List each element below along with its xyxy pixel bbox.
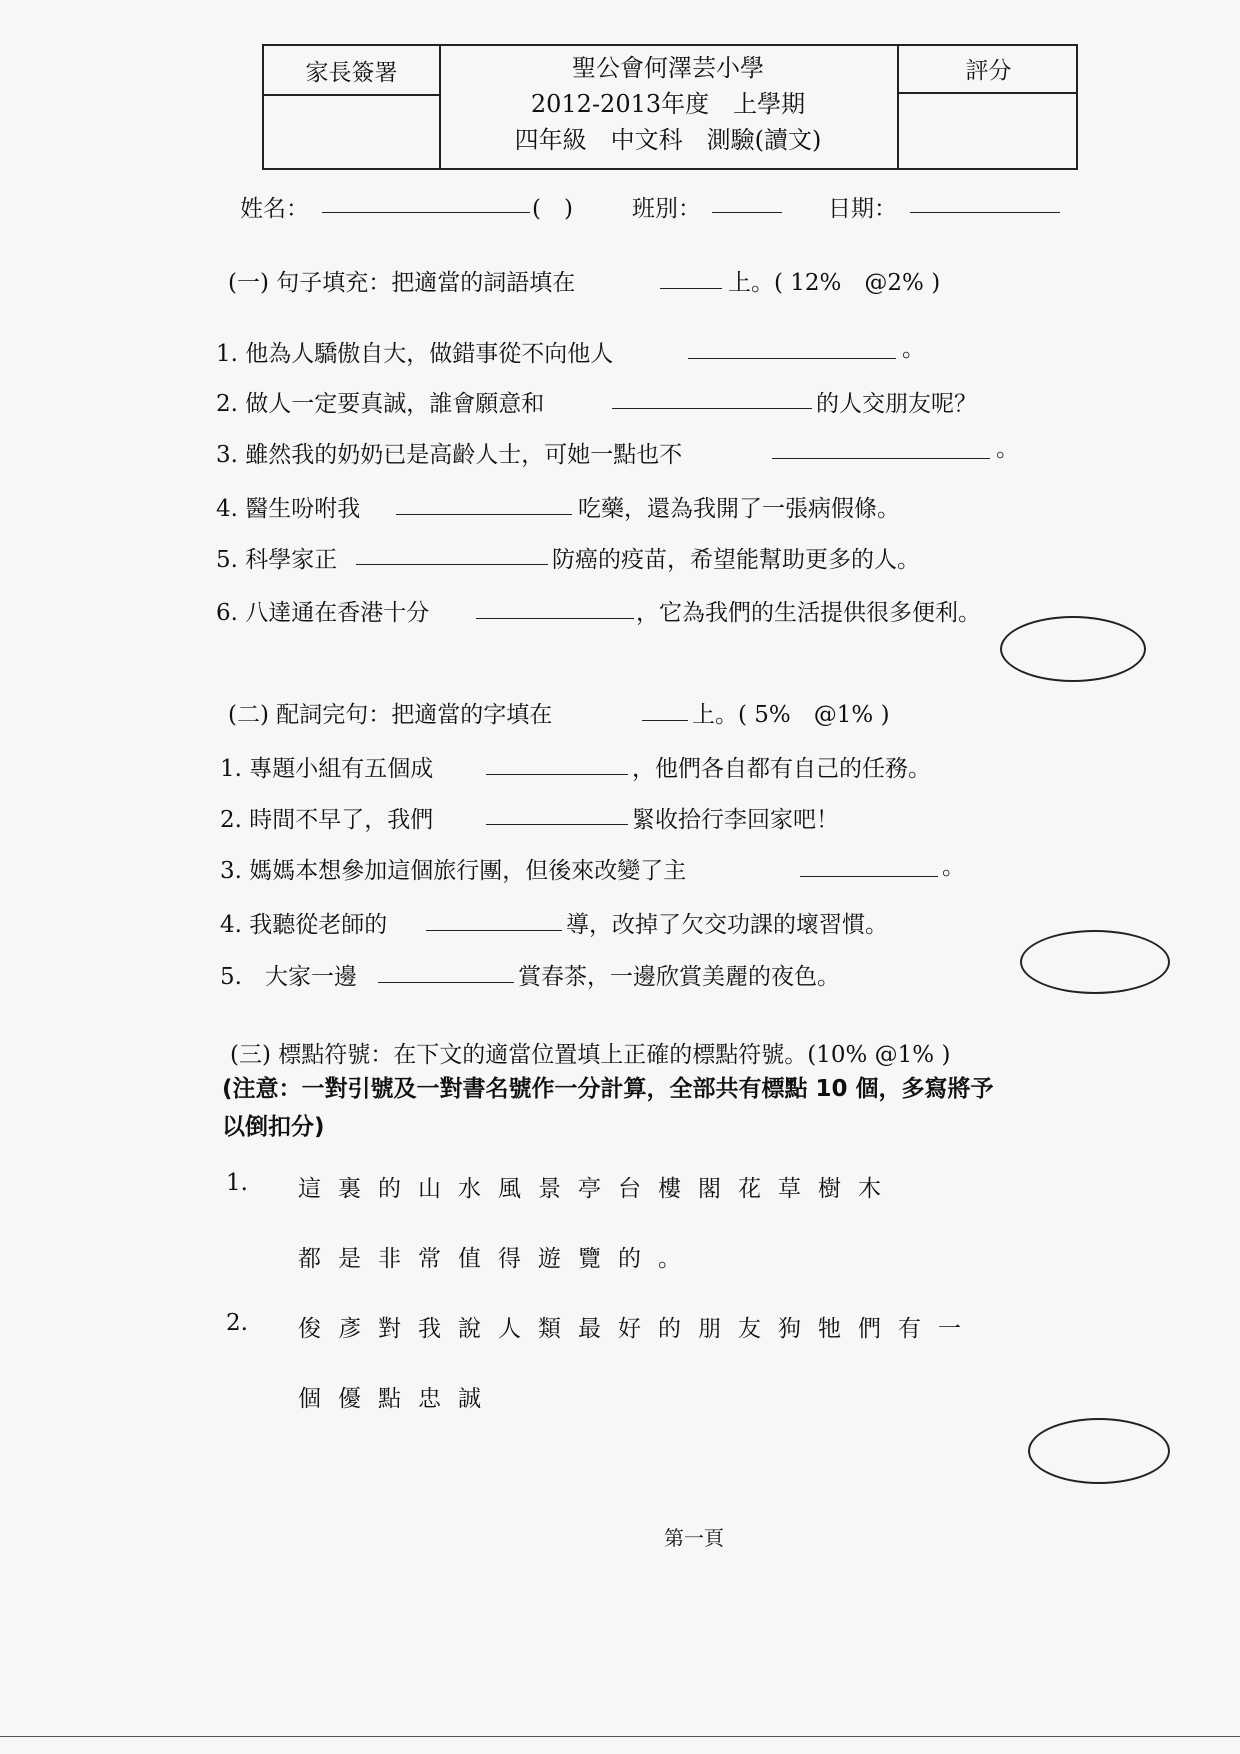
- s2-q5-blank[interactable]: [378, 982, 514, 983]
- s2-q1-text: 1. 專題小組有五個成: [220, 756, 434, 782]
- s2-q1-end: ，他們各自都有自己的任務。: [632, 756, 931, 782]
- s2-q3-blank[interactable]: [800, 876, 938, 877]
- class-blank[interactable]: [712, 212, 782, 213]
- s3-q2-line1: 俊彥對我說人類最好的朋友狗牠們有一: [298, 1316, 978, 1342]
- s2-q2-blank[interactable]: [486, 824, 628, 825]
- section2-title-part1: (二) 配詞完句：把適當的字填在: [228, 702, 553, 728]
- test-subject: 四年級 中文科 測驗(讀文): [514, 126, 822, 154]
- s3-q1-number: 1.: [226, 1170, 248, 1196]
- class-label: 班別：: [632, 196, 701, 222]
- section3-title: (三) 標點符號：在下文的適當位置填上正確的標點符號。(10% @1% ): [230, 1042, 951, 1068]
- s1-q5-text: 5. 科學家正: [216, 547, 338, 573]
- parent-sign-cell: [264, 46, 441, 168]
- s1-q3-end: 。: [996, 436, 1019, 462]
- section3-note-line1: (注意：一對引號及一對書名號作一分計算，全部共有標點 10 個，多寫將予: [222, 1076, 994, 1102]
- s1-q6-end: ，它為我們的生活提供很多便利。: [636, 600, 981, 626]
- s1-q6-text: 6. 八達通在香港十分: [216, 600, 430, 626]
- section1-title-part2: 上。( 12% @2% ): [728, 270, 941, 296]
- s1-q6-blank[interactable]: [476, 618, 634, 619]
- s1-q1-text: 1. 他為人驕傲自大，做錯事從不向他人: [216, 341, 614, 367]
- title-cell: [441, 46, 895, 168]
- section2-score-oval: [1020, 930, 1170, 994]
- page-number: 第一頁: [664, 1526, 724, 1550]
- s2-q3-text: 3. 媽媽本想參加這個旅行團，但後來改變了主: [220, 858, 687, 884]
- section2-title-part2: 上。( 5% @1% ): [692, 702, 890, 728]
- s3-q1-line1: 這裏的山水風景亭台樓閣花草樹木: [298, 1176, 898, 1202]
- section1-score-oval: [1000, 616, 1146, 682]
- s2-q5-end: 賞春茶，一邊欣賞美麗的夜色。: [518, 964, 840, 990]
- s1-q4-text: 4. 醫生吩咐我: [216, 496, 361, 522]
- header-table: [262, 44, 1078, 170]
- s2-q4-end: 導，改掉了欠交功課的壞習慣。: [566, 912, 888, 938]
- s1-q2-text: 2. 做人一定要真誠，誰會願意和: [216, 391, 545, 417]
- parent-sign-label: 家長簽署: [264, 46, 439, 96]
- s2-q2-end: 緊收拾行李回家吧！: [632, 807, 839, 833]
- s3-q1-line2: 都是非常值得遊覽的。: [298, 1246, 698, 1272]
- s2-q4-text: 4. 我聽從老師的: [220, 912, 388, 938]
- school-name: 聖公會何澤芸小學: [572, 54, 764, 82]
- s3-q2-number: 2.: [226, 1310, 248, 1336]
- section3-note-line2: 以倒扣分): [222, 1114, 325, 1140]
- s1-q3-text: 3. 雖然我的奶奶已是高齡人士，可她一點也不: [216, 442, 683, 468]
- s1-q4-blank[interactable]: [396, 514, 572, 515]
- s1-q1-blank[interactable]: [688, 358, 896, 359]
- s1-q1-end: 。: [902, 336, 925, 362]
- s2-q4-blank[interactable]: [426, 930, 562, 931]
- section1-title-part1: (一) 句子填充：把適當的詞語填在: [228, 270, 576, 296]
- s1-q2-blank[interactable]: [612, 408, 812, 409]
- section2-title-blank: [642, 720, 688, 721]
- section1-title-blank: [660, 288, 722, 289]
- s2-q3-end: 。: [942, 854, 965, 880]
- score-label: 評分: [899, 46, 1078, 94]
- s1-q4-end: 吃藥，還為我開了一張病假條。: [578, 496, 900, 522]
- s2-q2-text: 2. 時間不早了，我們: [220, 807, 434, 833]
- date-blank[interactable]: [910, 212, 1060, 213]
- name-blank[interactable]: [322, 212, 530, 213]
- class-number-parens: ( ): [532, 196, 573, 222]
- s1-q2-end: 的人交朋友呢？: [816, 391, 977, 417]
- bottom-edge-rule: [0, 1736, 1240, 1737]
- score-cell: [897, 46, 1078, 168]
- name-label: 姓名：: [240, 196, 309, 222]
- s3-q2-line2: 個優點忠誠: [298, 1386, 498, 1412]
- s1-q5-blank[interactable]: [356, 564, 548, 565]
- s1-q3-blank[interactable]: [772, 458, 990, 459]
- section3-score-oval: [1028, 1418, 1170, 1484]
- s2-q5-text: 5. 大家一邊: [220, 964, 357, 990]
- date-label: 日期：: [828, 196, 897, 222]
- school-year: 2012-2013年度 上學期: [530, 90, 806, 118]
- s1-q5-end: 防癌的疫苗，希望能幫助更多的人。: [552, 547, 920, 573]
- s2-q1-blank[interactable]: [486, 774, 628, 775]
